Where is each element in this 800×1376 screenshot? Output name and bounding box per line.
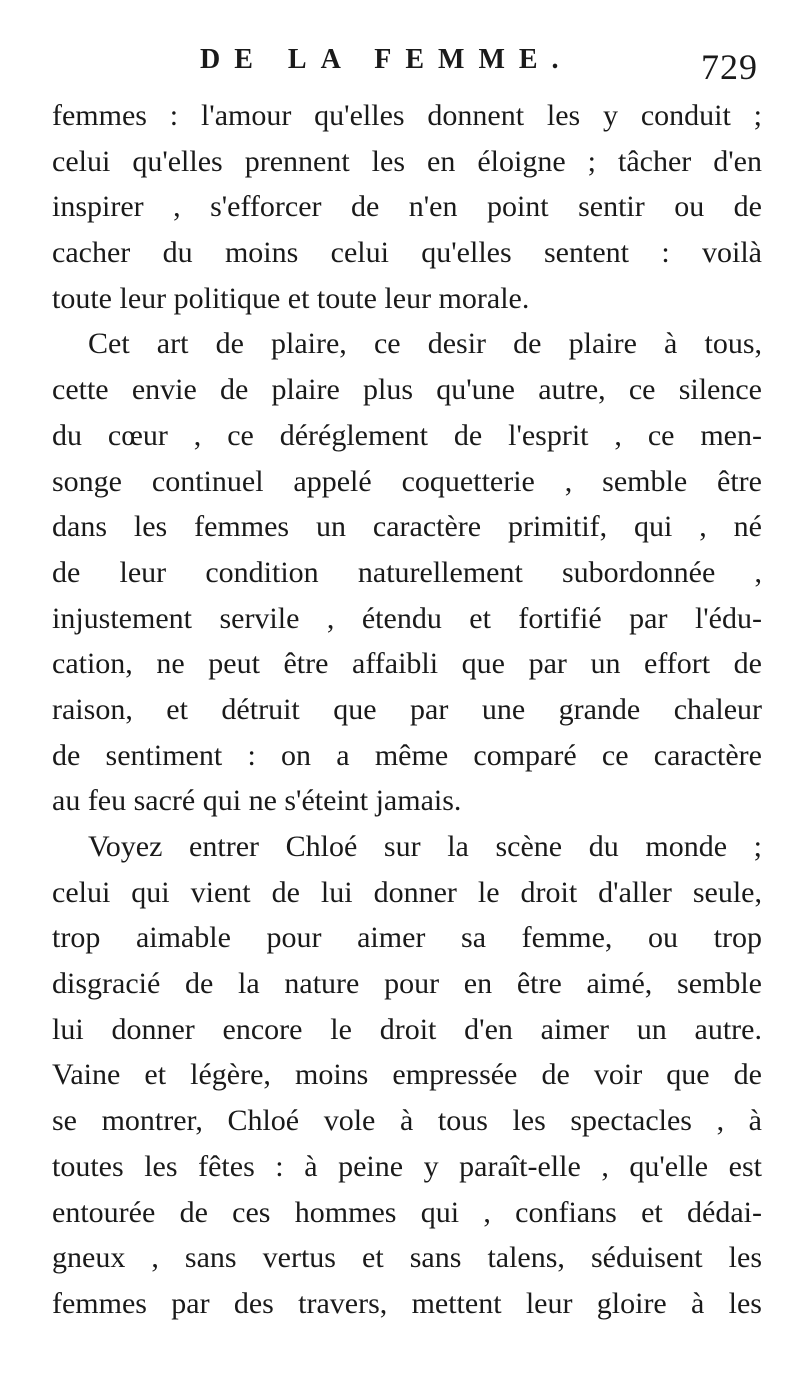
running-head-title: DE LA FEMME.	[200, 44, 573, 75]
text-line: celui qu'elles prennent les en éloigne ; tâcher d'en	[52, 144, 762, 178]
text-line: songe continuel appelé coquetterie , semble être	[52, 464, 762, 498]
text-line: toutes les fêtes : à peine y paraît-elle , qu'elle est	[52, 1149, 762, 1183]
body-text	[52, 93, 762, 1327]
text-line: de leur condition naturellement subordonnée ,	[52, 555, 762, 589]
text-line: dans les femmes un caractère primitif, qui , né	[52, 510, 762, 544]
text-line: disgracié de la nature pour en être aimé, semble	[52, 967, 762, 1001]
text-line: de sentiment : on a même comparé ce caractère	[52, 738, 762, 772]
text-line: celui qui vient de lui donner le droit d'aller seule,	[52, 875, 762, 909]
text-line: gneux , sans vertus et sans talens, séduisent les	[52, 1241, 762, 1275]
text-line: femmes par des travers, mettent leur gloire à les	[52, 1286, 762, 1320]
text-line: Voyez entrer Chloé sur la scène du monde ;	[88, 830, 762, 863]
text-line: femmes : l'amour qu'elles donnent les y conduit ;	[52, 99, 762, 132]
text-line: au feu sacré qui ne s'éteint jamais.	[52, 784, 462, 818]
page-number: 729	[701, 47, 758, 87]
text-line: cation, ne peut être affaibli que par un effort de	[52, 647, 762, 681]
text-line: injustement servile , étendu et fortifié par l'édu-	[52, 601, 762, 635]
text-line: lui donner encore le droit d'en aimer un autre.	[52, 1012, 762, 1046]
text-line: entourée de ces hommes qui , confians et dédai-	[52, 1195, 762, 1229]
text-line: toute leur politique et toute leur morale.	[52, 281, 530, 315]
text-line: cacher du moins celui qu'elles sentent : voilà	[52, 236, 762, 270]
text-line: Cet art de plaire, ce desir de plaire à tous,	[88, 327, 762, 361]
text-line: Vaine et légère, moins empressée de voir que de	[52, 1058, 762, 1092]
running-head	[0, 40, 800, 90]
text-line: du cœur , ce déréglement de l'esprit , ce men-	[52, 418, 762, 452]
text-line: se montrer, Chloé vole à tous les spectacles , à	[52, 1104, 762, 1138]
text-line: trop aimable pour aimer sa femme, ou trop	[52, 921, 762, 955]
text-line: cette envie de plaire plus qu'une autre, ce silence	[52, 373, 762, 407]
text-line: inspirer , s'efforcer de n'en point sentir ou de	[52, 190, 762, 224]
text-line: raison, et détruit que par une grande chaleur	[52, 692, 762, 726]
